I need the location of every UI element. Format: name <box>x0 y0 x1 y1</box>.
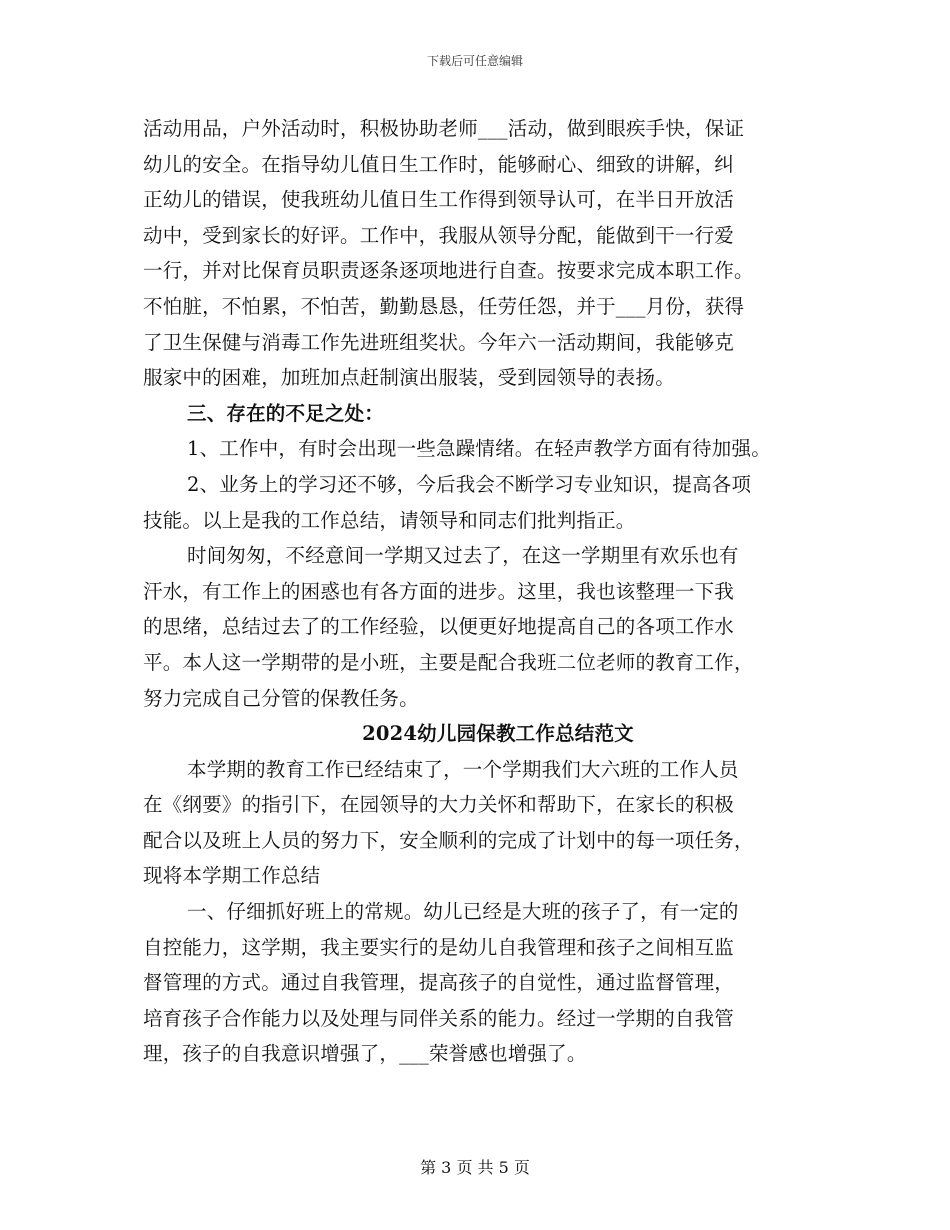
paragraph-line: 平。本人这一学期带的是小班，主要是配合我班二位老师的教育工作， <box>143 650 754 674</box>
paragraph-line: 活动用品，户外活动时，积极协助老师___活动，做到眼疾手快，保证 <box>143 117 745 140</box>
paragraph-line: 时间匆匆，不经意间一学期又过去了，在这一学期里有欢乐也有 <box>187 544 739 568</box>
paragraph-line: 技能。以上是我的工作总结，请领导和同志们批判指正。 <box>143 508 636 532</box>
paragraph-line: 一、仔细抓好班上的常规。幼儿已经是大班的孩子了，有一定的 <box>187 900 739 924</box>
page-header: 下载后可任意编辑 <box>426 54 523 68</box>
paragraph-line: 督管理的方式。通过自我管理，提高孩子的自觉性，通过监督管理， <box>143 971 735 995</box>
paragraph-line: 培育孩子合作能力以及处理与同伴关系的能力。经过一学期的自我管 <box>143 1006 735 1030</box>
paragraph-line: 动中，受到家长的好评。工作中，我服从领导分配，能做到干一行爱 <box>143 223 735 247</box>
paragraph-line: 努力完成自己分管的保教任务。 <box>143 686 419 710</box>
paragraph-line: 在《纲要》的指引下，在园领导的大力关怀和帮助下，在家长的积极 <box>143 793 735 817</box>
paragraph-line: 2、业务上的学习还不够，今后我会不断学习专业知识，提高各项 <box>187 472 752 496</box>
document-title: 2024幼儿园保教工作总结范文 <box>362 722 634 746</box>
paragraph-line: 正幼儿的错误，使我班幼儿值日生工作得到领导认可，在半日开放活 <box>143 188 735 212</box>
paragraph-line: 了卫生保健与消毒工作先进班组奖状。今年六一活动期间，我能够克 <box>143 330 735 354</box>
paragraph-line: 幼儿的安全。在指导幼儿值日生工作时，能够耐心、细致的讲解，纠 <box>143 152 735 176</box>
paragraph-line: 不怕脏，不怕累，不怕苦，勤勤恳恳，任劳任怨，并于___月份，获得 <box>143 294 745 318</box>
paragraph-line: 汗水，有工作上的困惑也有各方面的进步。这里，我也该整理一下我 <box>143 579 735 603</box>
paragraph-line: 本学期的教育工作已经结束了，一个学期我们大六班的工作人员 <box>187 757 739 781</box>
page-footer: 第 3 页 共 5 页 <box>420 1158 530 1177</box>
section-heading: 三、存在的不足之处： <box>187 401 385 425</box>
paragraph-line: 现将本学期工作总结 <box>143 864 321 888</box>
paragraph-line: 理，孩子的自我意识增强了，___荣誉感也增强了。 <box>143 1042 587 1066</box>
paragraph-line: 服家中的困难，加班加点赶制演出服装，受到园领导的表扬。 <box>143 366 675 390</box>
paragraph-line: 一行，并对比保育员职责逐条逐项地进行自查。按要求完成本职工作。 <box>143 259 754 283</box>
paragraph-line: 的思绪，总结过去了的工作经验，以便更好地提高自己的各项工作水 <box>143 615 735 639</box>
paragraph-line: 1、工作中，有时会出现一些急躁情绪。在轻声教学方面有待加强。 <box>187 437 771 461</box>
paragraph-line: 配合以及班上人员的努力下，安全顺利的完成了计划中的每一项任务， <box>143 828 754 852</box>
paragraph-line: 自控能力，这学期，我主要实行的是幼儿自我管理和孩子之间相互监 <box>143 935 735 959</box>
document-body <box>143 111 823 1072</box>
